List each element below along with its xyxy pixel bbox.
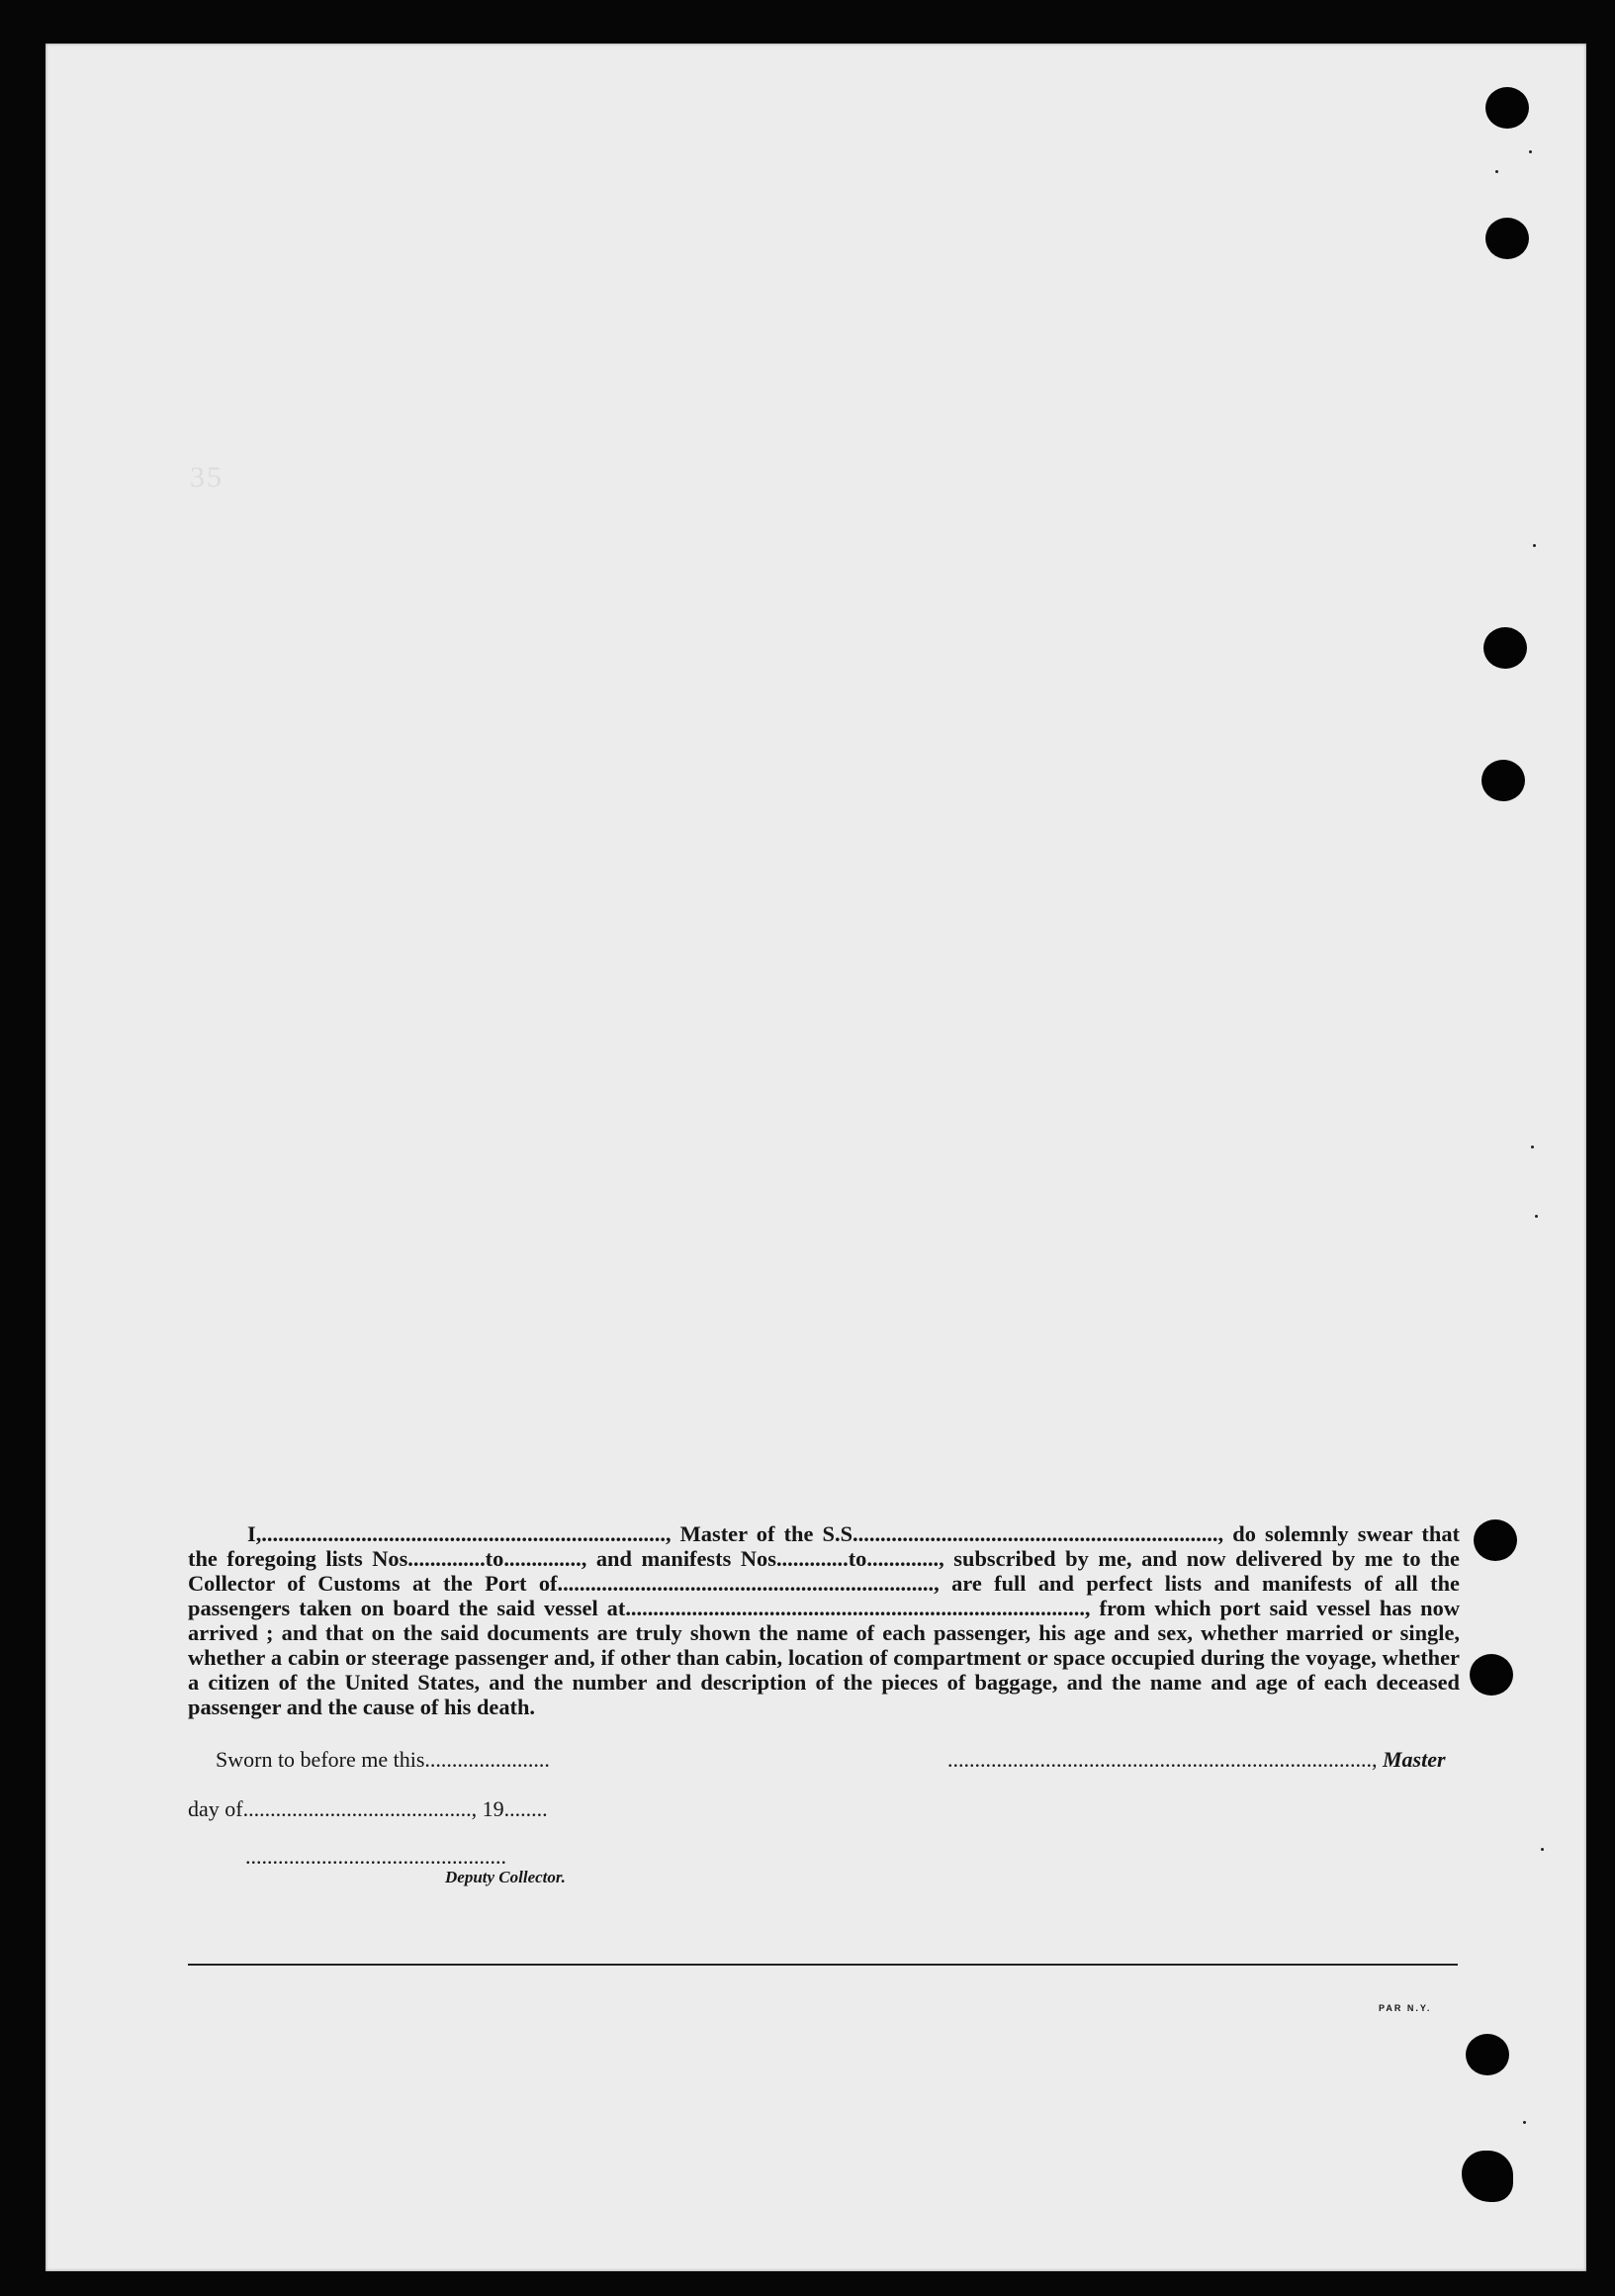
speck xyxy=(1531,1146,1534,1148)
master-oath-paragraph xyxy=(188,1521,1460,1719)
speck xyxy=(1529,150,1532,153)
deputy-collector-label: Deputy Collector. xyxy=(445,1868,566,1886)
punch-hole xyxy=(1481,760,1525,801)
speck xyxy=(1533,544,1536,547)
speck xyxy=(1495,170,1498,173)
printer-mark: PAR N.Y. xyxy=(1379,2003,1432,2013)
master-label: Master xyxy=(1383,1747,1446,1772)
speck xyxy=(1523,2121,1526,2124)
punch-hole xyxy=(1474,1519,1517,1561)
oath-text: I,........................................................................., Master of the S.S.................................................................., do solemnly swear that the foregoing lists Nos..............to.............., and manifests Nos.............to............., subscribed by me, and now delivered by me to the Collector of Customs at the Port of...................................................................., are full and perfect lists and manifests of all the passengers taken on board the said vessel at..................................................................................., from which port said vessel has now arrived ; and that on the said documents are truly shown the name of each passenger, his age and sex, whether married or single, whether a cabin or steerage passenger and, if other than cabin, location of compartment or space occupied during the voyage, whether a citizen of the United States, and the number and description of the pieces of baggage, and the name and age of each deceased passenger and the cause of his death. xyxy=(188,1521,1460,1719)
sworn-line: Sworn to before me this....................... xyxy=(216,1747,550,1772)
manifest-page xyxy=(45,44,1586,2271)
punch-hole xyxy=(1470,1654,1513,1696)
punch-hole xyxy=(1485,87,1529,129)
deputy-signature-dots: ................................................ xyxy=(245,1844,506,1869)
master-signature-line xyxy=(947,1747,1446,1773)
speck xyxy=(1535,1215,1538,1218)
bottom-rule xyxy=(188,1964,1458,1966)
master-dots: .............................................................................., xyxy=(947,1747,1378,1772)
punch-hole xyxy=(1483,627,1527,669)
punch-hole xyxy=(1462,2151,1513,2202)
punch-hole xyxy=(1485,218,1529,259)
punch-hole xyxy=(1466,2034,1509,2075)
speck xyxy=(1541,1848,1544,1851)
day-line: day of.........................................., 19........ xyxy=(188,1796,548,1821)
faint-page-number: 35 xyxy=(190,461,224,494)
